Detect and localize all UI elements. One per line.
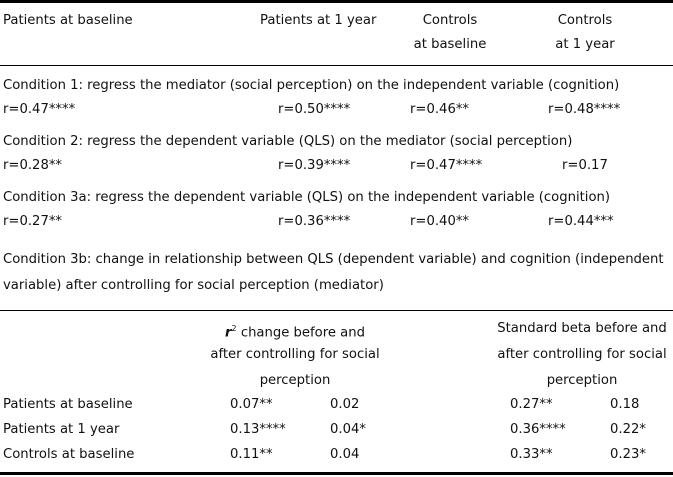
beta-header-line1: Standard beta before and bbox=[497, 321, 667, 336]
header-rule bbox=[0, 65, 673, 66]
condition-3a-title: Condition 3a: regress the dependent variable (QLS) on the independent variable (cognition) bbox=[3, 190, 611, 205]
row-label-patients-1year: Patients at 1 year bbox=[3, 422, 120, 437]
row-2-beta-after: 0.22* bbox=[610, 422, 646, 437]
row-2-rsq-after: 0.04* bbox=[330, 422, 366, 437]
header-controls-1year-2: at 1 year bbox=[555, 37, 615, 52]
row-1-rsq-before: 0.07** bbox=[230, 397, 273, 412]
condition-1-controls-1year: r=0.48**** bbox=[548, 102, 621, 117]
row-3-rsq-after: 0.04 bbox=[330, 447, 360, 462]
condition-1-title: Condition 1: regress the mediator (social perception) on the independent variable (cognition) bbox=[3, 78, 620, 93]
rsq-sup: 2 bbox=[231, 324, 237, 333]
header-controls-1year-1: Controls bbox=[557, 13, 613, 28]
header-controls-baseline-2: at baseline bbox=[413, 37, 487, 52]
condition-3a-patients-baseline: r=0.27** bbox=[3, 214, 63, 229]
condition-1-controls-baseline: r=0.46** bbox=[410, 102, 470, 117]
condition-3a-patients-1year: r=0.36**** bbox=[278, 214, 351, 229]
header-controls-baseline-1: Controls bbox=[422, 13, 478, 28]
beta-header-line2: after controlling for social bbox=[497, 347, 667, 362]
row-label-patients-baseline: Patients at baseline bbox=[3, 397, 133, 412]
row-1-rsq-after: 0.02 bbox=[330, 397, 360, 412]
condition-2-patients-baseline: r=0.28** bbox=[3, 158, 63, 173]
condition-3b-title-line1: Condition 3b: change in relationship between QLS (dependent variable) and cognition (independent bbox=[3, 252, 664, 267]
row-2-beta-before: 0.36**** bbox=[510, 422, 566, 437]
rsq-header-line3: perception bbox=[259, 373, 331, 388]
condition-3b-title-line2: variable) after controlling for social perception (mediator) bbox=[3, 278, 384, 293]
rsq-var: r bbox=[225, 325, 232, 341]
rsq-header-line1 bbox=[205, 321, 385, 341]
row-1-beta-before: 0.27** bbox=[510, 397, 553, 412]
rsq-header-rest: change before and bbox=[236, 325, 365, 341]
condition-2-controls-baseline: r=0.47**** bbox=[410, 158, 483, 173]
header-patients-baseline: Patients at baseline bbox=[3, 13, 133, 28]
row-1-beta-after: 0.18 bbox=[610, 397, 640, 412]
condition-3a-controls-1year: r=0.44*** bbox=[548, 214, 614, 229]
top-rule bbox=[0, 0, 673, 3]
condition-2-controls-1year: r=0.17 bbox=[562, 158, 608, 173]
rsq-header-line2: after controlling for social bbox=[210, 347, 380, 362]
row-label-controls-baseline: Controls at baseline bbox=[3, 447, 135, 462]
beta-header-line3: perception bbox=[546, 373, 618, 388]
row-3-beta-before: 0.33** bbox=[510, 447, 553, 462]
header-patients-1year: Patients at 1 year bbox=[260, 13, 377, 28]
row-2-rsq-before: 0.13**** bbox=[230, 422, 286, 437]
condition-2-title: Condition 2: regress the dependent variable (QLS) on the mediator (social perception) bbox=[3, 134, 573, 149]
bottom-rule bbox=[0, 472, 673, 475]
row-3-rsq-before: 0.11** bbox=[230, 447, 273, 462]
condition-1-patients-1year: r=0.50**** bbox=[278, 102, 351, 117]
row-3-beta-after: 0.23* bbox=[610, 447, 646, 462]
condition-2-patients-1year: r=0.39**** bbox=[278, 158, 351, 173]
condition-3a-controls-baseline: r=0.40** bbox=[410, 214, 470, 229]
section-rule bbox=[0, 310, 673, 311]
condition-1-patients-baseline: r=0.47**** bbox=[3, 102, 76, 117]
